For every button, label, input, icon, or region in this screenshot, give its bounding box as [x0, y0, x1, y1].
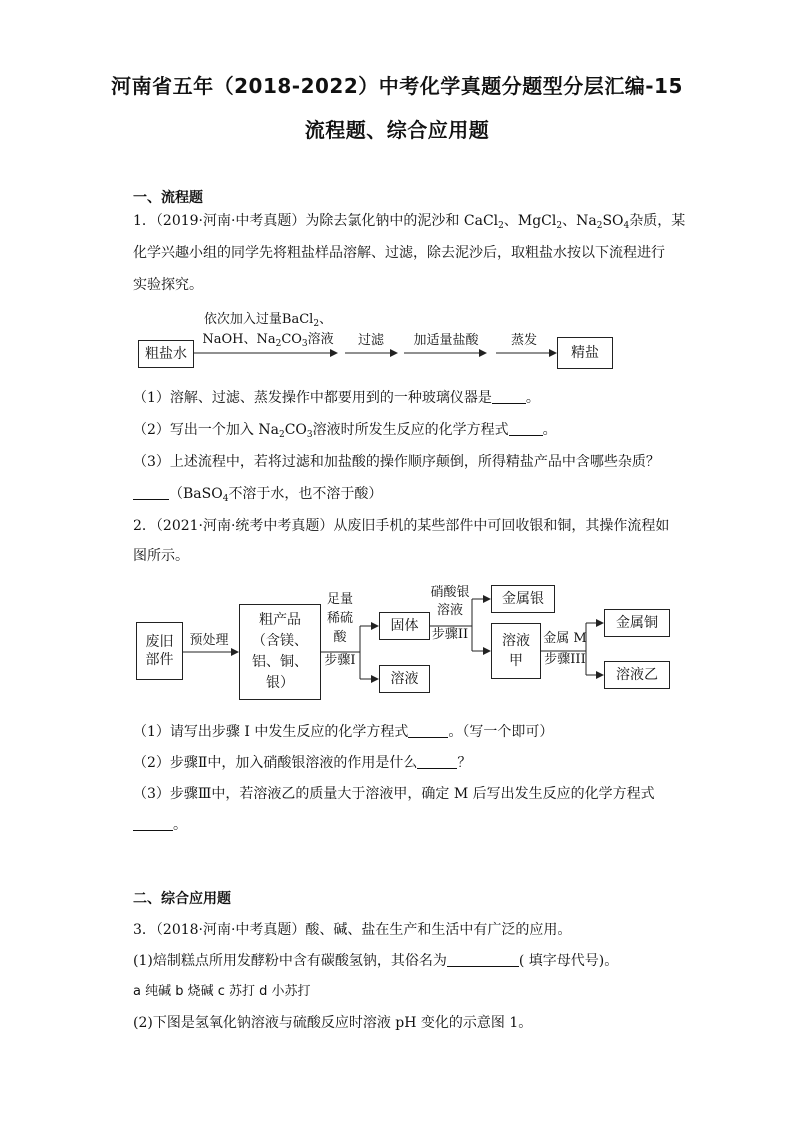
q2-line1: 2．（2021·河南·统考中考真题）从废旧手机的某些部件中可回收银和铜，其操作流程如 — [133, 518, 670, 534]
q1-flow-end-box: 精盐 — [557, 337, 613, 369]
q2-flow-copper-box: 金属铜 — [604, 609, 670, 637]
q2-flow-solution-b-box: 溶液乙 — [604, 661, 670, 689]
q2-flow-crude-box: 粗产品 （含镁、 铝、铜、 银） — [239, 604, 321, 700]
q2-sub2: （2）步骤Ⅱ中，加入硝酸银溶液的作用是什么 ？ — [133, 755, 472, 771]
q2-flow-solid-box: 固体 — [379, 612, 430, 640]
q1-flow-step4: 蒸发 — [510, 333, 537, 348]
q1-sub3: （3）上述流程中，若将过滤和加盐酸的操作顺序颠倒，所得精盐产品中含哪些杂质？ — [133, 454, 660, 470]
q2-sub1: （1）请写出步骤 I 中发生反应的化学方程式 。（写一个即可） — [133, 724, 554, 740]
q2-flow-solution-a-box: 溶液 甲 — [491, 623, 541, 679]
q1-sub2: （2）写出一个加入 $Na_2CO_3$溶液时所发生反应的化学方程式 。 — [133, 422, 557, 440]
q1-line1: 1．（2019·河南·中考真题）为除去氯化钠中的泥沙和 CaCl$_2$、MgCl$_2$、$Na_2SO_4$杂质，某 — [133, 213, 686, 231]
document-title-line2: 流程题、综合应用题 — [304, 118, 490, 142]
q1-sub2-blank — [509, 421, 543, 436]
q2-line2: 图所示。 — [133, 548, 189, 564]
q2-sub3: （3）步骤Ⅲ中，若溶液乙的质量大于溶液甲，确定 M 后写出发生反应的化学方程式 — [133, 786, 655, 802]
q2-flow-step-ii-label: 步骤II — [431, 627, 469, 642]
section-heading-flow: 一、流程题 — [133, 190, 203, 206]
q1-flow-step1-bottom: NaOH、$Na_2CO_3$溶液 — [202, 332, 334, 349]
q3-sub2: (2)下图是氢氧化钠溶液与硫酸反应时溶液 pH 变化的示意图 1。 — [133, 1015, 533, 1031]
q1-line3: 实验探究。 — [133, 277, 203, 293]
q2-sub3-answer: 。 — [133, 815, 187, 835]
q2-flow-acid-label: 足量 稀硫 酸 — [326, 592, 353, 645]
q1-flow-step1-top: 依次加入过量BaCl$_2$、 — [203, 312, 333, 329]
q2-sub2-blank — [417, 754, 457, 769]
q2-flow-metal-m-label: 金属 M — [543, 631, 587, 646]
q2-flow-pretreat-label: 预处理 — [189, 633, 229, 648]
q2-flow-silver-box: 金属银 — [491, 585, 555, 613]
q2-sub3-blank — [133, 816, 173, 831]
q1-flow-step3: 加适量盐酸 — [413, 333, 479, 348]
q1-sub1-blank — [492, 389, 526, 404]
q1-flow-step2: 过滤 — [357, 333, 384, 348]
q1-flow-start-box: 粗盐水 — [138, 340, 194, 368]
q3-sub1-blank — [447, 952, 519, 967]
q1-sub1: （1）溶解、过滤、蒸发操作中都要用到的一种玻璃仪器是 。 — [133, 390, 540, 406]
q2-flow-agno3-label: 硝酸银 溶液 — [430, 585, 470, 618]
q3-options: a 纯碱 b 烧碱 c 苏打 d 小苏打 — [133, 984, 311, 999]
q1-sub3-note: （BaSO$_4$不溶于水，也不溶于酸） — [133, 484, 382, 504]
q1-sub3-blank — [133, 485, 169, 500]
q2-flow-start-box: 废旧 部件 — [136, 622, 183, 680]
q2-sub1-blank — [408, 723, 448, 738]
q2-flow-step-i-label: 步骤I — [324, 653, 356, 668]
section-heading-application: 二、综合应用题 — [133, 891, 231, 907]
q3-line1: 3．（2018·河南·中考真题）酸、碱、盐在生产和生活中有广泛的应用。 — [133, 922, 572, 938]
q3-sub1: (1)焙制糕点所用发酵粉中含有碳酸氢钠，其俗名为 ( 填字母代号)。 — [133, 953, 619, 969]
q2-flow-step-iii-label: 步骤III — [544, 652, 586, 667]
q2-flow-solution-box: 溶液 — [379, 665, 430, 693]
document-title-line1: 河南省五年（2018-2022）中考化学真题分题型分层汇编-15 — [111, 74, 683, 98]
q1-line2: 化学兴趣小组的同学先将粗盐样品溶解、过滤，除去泥沙后，取粗盐水按以下流程进行 — [133, 245, 665, 261]
